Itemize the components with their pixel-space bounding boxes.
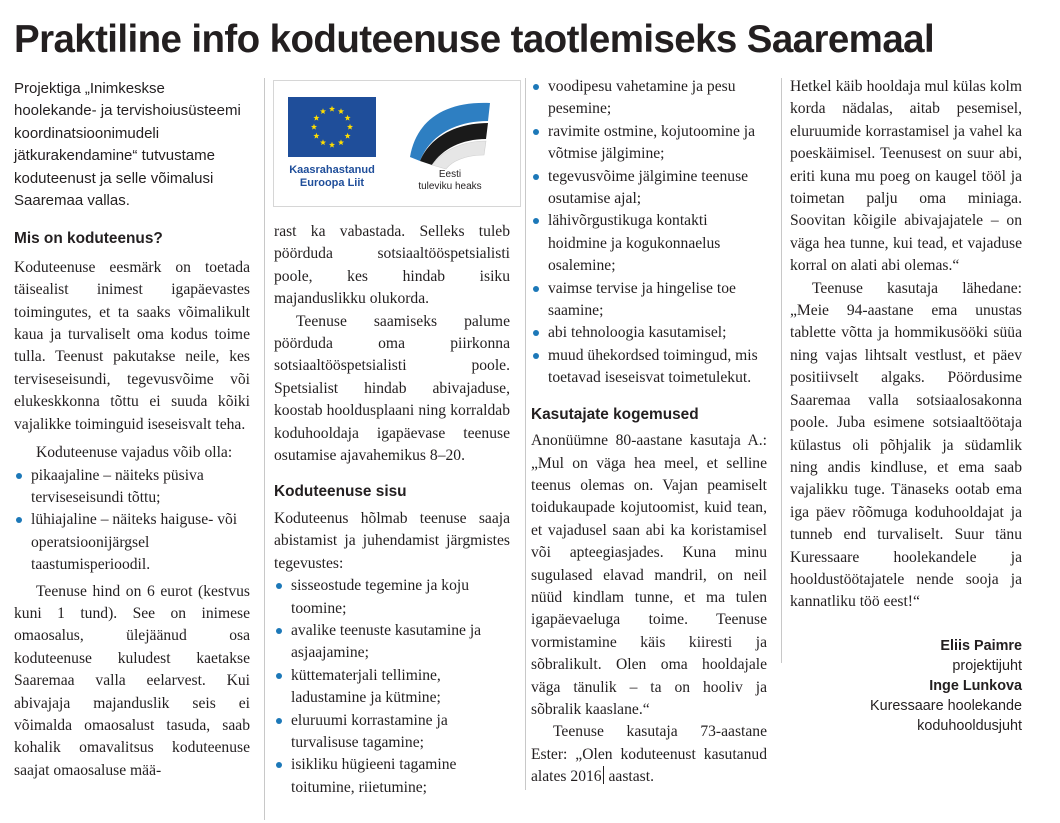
paragraph: Hetkel käib hooldaja mul külas kolm korda nädalas, aitab pesemisel, eluruumide korrastamisel ja vahel ka poeskäimisel. Teenusest on suur abi, eriti kuna mu poeg on kaugel tööl ja toimetan palju oma miniaga. Soovitan kõigile abivajajatele – on väga hea tunne, kui tead, et vajaduse korral on alati abi olemas.“: [790, 78, 1022, 275]
paragraph: Anonüümne 80-aastane kasutaja A.: „Mul on väga hea meel, et selline teenus olemas on. Vajan peamiselt toidukaupade kojutoomist, kuid tean, et vajadusel saan abi ka koristamisel või apteegiasjades. Kuna minu sugulased elavad mandril, on neil nüüd kindlam tunne, et ma tulen igapäevaeluga toime. Teenuse vormistamine käis kiiresti ja sõbralikult. Olen oma hooldajale väga tänulik – ta on hooliv ja sõbralik kaaslane.“: [531, 432, 767, 718]
author-role: Kuressaare hoolekande: [869, 697, 1022, 714]
author-name: Inge Lunkova: [929, 677, 1022, 694]
list-item: sisseostude tegemine ja koju toomine;: [274, 575, 510, 620]
paragraph: Teenuse kasutaja 73-aastane Ester: „Olen koduteenust kasutanud alates 2016 aastast.: [531, 723, 767, 786]
intro-paragraph: Projektiga „Inimkeskse hoolekande- ja tervishoiusüsteemi koordinatsioonimudeli jätkurakendamine“ tutvustame koduteenust ja selle võimalusi Saaremaa vallas.: [14, 80, 241, 210]
list-item: lühiajaline – näiteks haiguse- või operatsioonijärgsel taastumisperioodil.: [14, 509, 250, 576]
author-role: koduhooldusjuht: [917, 717, 1022, 734]
list-item: lähivõrgustikuga kontakti hoidmine ja kogukonnaelus osalemine;: [531, 210, 767, 277]
column-2: [274, 221, 510, 799]
list-item: avalike teenuste kasutamine ja asjaajamine;: [274, 620, 510, 665]
column-1: [14, 78, 250, 782]
section-heading-experiences: Kasutajate kogemused: [531, 405, 699, 423]
column-3: [531, 76, 767, 789]
list-item: tegevusvõime jälgimine teenuse osutamise ajal;: [531, 166, 767, 211]
column-divider: [781, 78, 782, 663]
column-divider: [264, 78, 265, 820]
list-item: vaimse tervise ja hingelise toe saamine;: [531, 278, 767, 323]
list-item: pikaajaline – näiteks püsiva terviseseisundi tõttu;: [14, 465, 250, 510]
column-4: [790, 76, 1022, 736]
text-cursor: [603, 766, 604, 784]
list-item: eluruumi korrastamine ja turvalisuse tagamine;: [274, 710, 510, 755]
services-list: [274, 575, 510, 799]
column-divider: [525, 78, 526, 790]
section-heading-content: Koduteenuse sisu: [274, 483, 407, 501]
paragraph: Teenuse hind on 6 eurot (kestvus kuni 1 tund). See on inimese omaosalus, ülejäänud osa koduteenuse kuludest kaetakse Saaremaa valla eelarvest. Kui abivajaja majanduslik seis ei võimalda omaosalust tasuda, saab kohalik omavalitsus koduteenuse saajat omaosaluse mää-: [14, 582, 250, 779]
paragraph: rast ka vabastada. Selleks tuleb pöörduda sotsiaaltööspetsialisti poole, kes hindab isiku majanduslikku olukorda.: [274, 223, 510, 308]
paragraph: Koduteenus hõlmab teenuse saaja abistamist ja juhendamist järgmistes tegevustes:: [274, 509, 510, 572]
list-item: voodipesu vahetamine ja pesu pesemine;: [531, 76, 767, 121]
author-name: Eliis Paimre: [940, 637, 1022, 654]
list-item: isikliku hügieeni tagamine toitumine, riietumine;: [274, 754, 510, 799]
paragraph: Koduteenuse eesmärk on toetada täisealist inimest igapäevastes toimingutes, et ta saaks võimalikult kaua ja turvaliselt oma kodus toime tulla. Teenust pakutakse neile, kes terviseseisundi, tegevusvõime või elukeskkonna tõttu ei suuda kõiki vajalikke toiminguid iseseisvalt teha.: [14, 258, 250, 433]
duration-list: [14, 465, 250, 577]
funding-logos: [273, 80, 521, 207]
estonia-flag-swoosh-icon: [404, 91, 492, 171]
paragraph: Koduteenuse vajadus võib olla:: [36, 444, 233, 462]
paragraph: Teenuse saamiseks palume pöörduda oma piirkonna sotsiaaltööspetsialisti poole. Spetsialist hindab abivajaduse, koostab hooldusplaani ning korraldab koduhooldaja igapäevase teenuse osutamise ajavahemikus 8–20.: [274, 312, 510, 465]
list-item: muud ühekordsed toimingud, mis toetavad iseseisvat toimetulekut.: [531, 345, 767, 390]
services-list-continued: [531, 76, 767, 390]
paragraph: Teenuse kasutaja lähedane: „Meie 94-aastane ema unustas tablette võtta ja hommikusööki süüa ning vajas lihtsalt vestlust, et päev positiivselt algaks. Pöördusime Saaremaa valla sotsiaalosakonna poole. Juba esimene sotsiaaltöötaja külastus oli põhjalik ja südamlik ning andis kindluse, et ema saab vajalikku tuge. Tänaseks ootab ema iga päev rõõmuga koduhooldajat ja tunneb end turvaliselt. Suur tänu Kuressaare hoolekandele ja hooldustöötajatele nende sooja ja kannatliku töö eest!“: [790, 279, 1022, 611]
list-item: küttematerjali tellimine, ladustamine ja kütmine;: [274, 665, 510, 710]
estonia-logo-text: Eesti tuleviku heaks: [418, 169, 482, 192]
eu-flag-icon: [288, 97, 376, 157]
article-headline: Praktiline info koduteenuse taotlemiseks Saaremaal: [14, 18, 935, 61]
list-item: ravimite ostmine, kojutoomine ja võtmise jälgimine;: [531, 121, 767, 166]
signature-block: [790, 636, 1022, 736]
eu-logo-text: Kaasrahastanud Euroopa Liit: [289, 164, 375, 189]
list-item: abi tehnoloogia kasutamisel;: [531, 322, 767, 344]
author-role: projektijuht: [952, 657, 1022, 674]
section-heading-what-is: Mis on koduteenus?: [14, 230, 163, 248]
